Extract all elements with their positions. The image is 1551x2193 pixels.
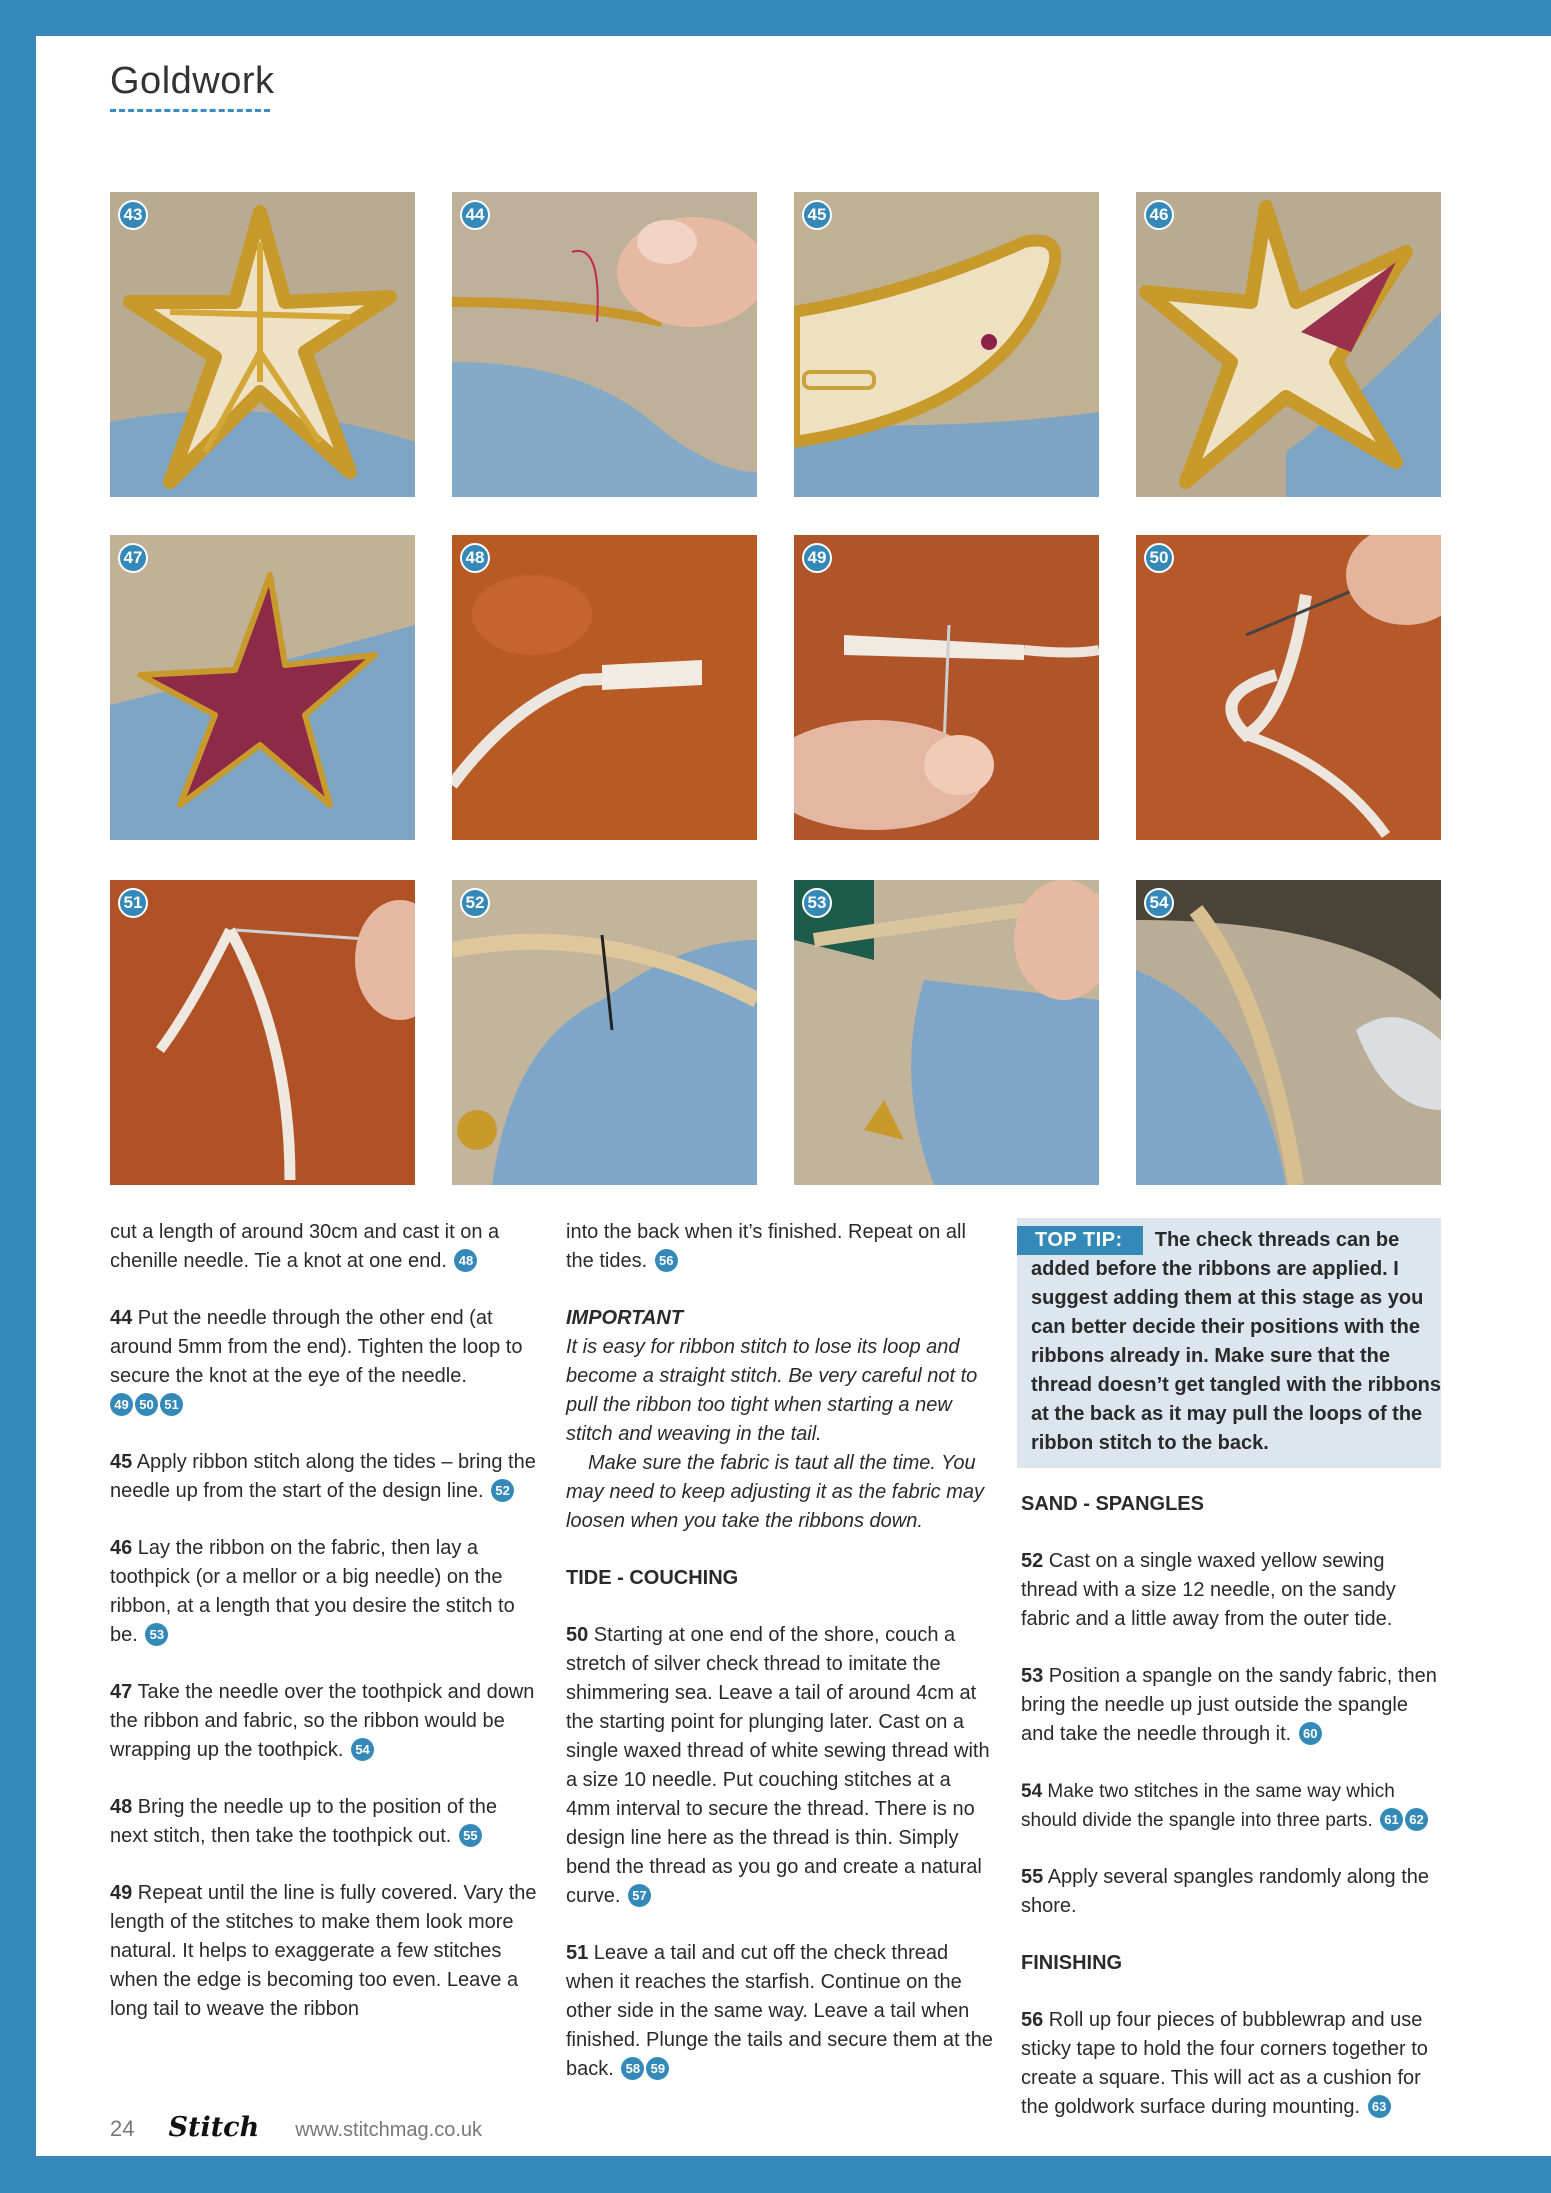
top-tip-label: TOP TIP: xyxy=(1017,1226,1143,1255)
step-number-badge: 48 xyxy=(460,543,490,573)
page-footer xyxy=(110,2112,482,2143)
important-heading: IMPORTANT xyxy=(566,1307,684,1329)
step-photo-50 xyxy=(1136,535,1441,840)
step-49: 49 Repeat until the line is fully covered. Vary the length of the stitches to make them look more natural. It helps to exaggerate a few stitches when the edge is becoming too even. Leave a long tail to weave the ribbon xyxy=(110,1882,537,2020)
tide-heading: TIDE - COUCHING xyxy=(566,1567,739,1589)
starfish-photo-43 xyxy=(110,192,415,497)
step-photo-51 xyxy=(110,880,415,1185)
step-number-badge: 52 xyxy=(460,888,490,918)
step-reference-badge: 59 xyxy=(646,2057,669,2080)
step-number-badge: 43 xyxy=(118,200,148,230)
sand-heading: SAND - SPANGLES xyxy=(1021,1493,1204,1515)
needle-tide-photo-52 xyxy=(452,880,757,1185)
step-reference-badge: 51 xyxy=(160,1393,183,1416)
step-46: 46 Lay the ribbon on the fabric, then lay a toothpick (or a mellor or a big needle) on the ribbon, at a length that you desire the stitch to be. 53 xyxy=(110,1537,515,1646)
step-number-badge: 53 xyxy=(802,888,832,918)
step-55: 55 Apply several spangles randomly along the shore. xyxy=(1021,1866,1430,1917)
step-number-badge: 45 xyxy=(802,200,832,230)
magazine-logo: Stitch xyxy=(168,2112,260,2143)
ribbon-knot-photo-48 xyxy=(452,535,757,840)
step-photo-47 xyxy=(110,535,415,840)
step-photo-44 xyxy=(452,192,757,497)
step-48: 48 Bring the needle up to the position of the next stitch, then take the toothpick out. 55 xyxy=(110,1796,497,1847)
ribbon-hoop-photo-53 xyxy=(794,880,1099,1185)
ribbon-loop-photo-50 xyxy=(1136,535,1441,840)
step-number-badge: 44 xyxy=(460,200,490,230)
step-reference-badge: 54 xyxy=(351,1738,374,1761)
text-column-3 xyxy=(1021,1218,1441,2122)
finishing-heading: FINISHING xyxy=(1021,1952,1123,1974)
step-photo-45 xyxy=(794,192,1099,497)
hoop-edge-photo-54 xyxy=(1136,880,1441,1185)
ribbon-needle-photo-49 xyxy=(794,535,1099,840)
step-photo-49 xyxy=(794,535,1099,840)
step-photo-grid xyxy=(110,192,1440,1220)
starfish-arm-photo-45 xyxy=(794,192,1099,497)
step-reference-badge: 62 xyxy=(1405,1808,1428,1831)
step-reference-badge: 58 xyxy=(621,2057,644,2080)
step-50: 50 Starting at one end of the shore, couch a stretch of silver check thread to imitate the shimmering sea. Leave a tail of around 4cm at the starting point for plunging later. Cast on a single waxed thread of white sewing thread with a size 10 needle. Put couching stitches at a 4mm interval to secure the thread. There is no design line here as the thread is thin. Simply bend the thread as you go and create a natural curve. 57 xyxy=(566,1624,990,1907)
magazine-page xyxy=(36,36,1551,2156)
section-title: Goldwork xyxy=(110,60,275,102)
step-reference-badge: 50 xyxy=(135,1393,158,1416)
step-photo-43 xyxy=(110,192,415,497)
paragraph: into the back when it’s finished. Repeat on all the tides. 56 xyxy=(566,1221,966,1272)
top-tip-box: TOP TIP: The check threads can be added before the ribbons are applied. I suggest adding them at this stage as you can better decide their positions with the ribbons already in. Make sure that the thread doesn’t get tangled with the ribbons at the back as it may pull the loops of the ribbon stitch to the back. xyxy=(1017,1218,1441,1468)
step-reference-badge: 53 xyxy=(145,1623,168,1646)
step-number-badge: 54 xyxy=(1144,888,1174,918)
step-45: 45 Apply ribbon stitch along the tides – bring the needle up from the start of the design line. 52 xyxy=(110,1451,536,1502)
starfish-beads-photo-46 xyxy=(1136,192,1441,497)
step-52: 52 Cast on a single waxed yellow sewing thread with a size 12 needle, on the sandy fabric and a little away from the outer tide. xyxy=(1021,1550,1396,1630)
step-number-badge: 51 xyxy=(118,888,148,918)
text-column-1 xyxy=(110,1218,540,2024)
step-photo-54 xyxy=(1136,880,1441,1185)
step-reference-badge: 49 xyxy=(110,1393,133,1416)
step-47: 47 Take the needle over the toothpick and down the ribbon and fabric, so the ribbon would be wrapping up the toothpick. 54 xyxy=(110,1681,535,1761)
step-54: 54 Make two stitches in the same way which should divide the spangle into three parts. 61 62 xyxy=(1021,1777,1441,1835)
step-reference-badge: 56 xyxy=(655,1249,678,1272)
step-number-badge: 49 xyxy=(802,543,832,573)
step-53: 53 Position a spangle on the sandy fabric, then bring the needle up just outside the spangle and take the needle through it. 60 xyxy=(1021,1665,1437,1745)
step-number-badge: 50 xyxy=(1144,543,1174,573)
step-51: 51 Leave a tail and cut off the check thread when it reaches the starfish. Continue on the other side in the same way. Leave a tail when finished. Plunge the tails and secure them at the back. 58 59 xyxy=(566,1942,993,2080)
page-number: 24 xyxy=(110,2116,135,2141)
step-56: 56 Roll up four pieces of bubblewrap and use sticky tape to hold the four corners together to create a square. This will act as a cushion for the goldwork surface during mounting. 63 xyxy=(1021,2009,1428,2118)
step-reference-badge: 57 xyxy=(628,1884,651,1907)
step-reference-badge: 60 xyxy=(1299,1722,1322,1745)
step-reference-badge: 48 xyxy=(454,1249,477,1272)
text-column-2 xyxy=(566,1218,996,2084)
step-reference-badge: 55 xyxy=(459,1824,482,1847)
step-photo-48 xyxy=(452,535,757,840)
step-44: 44 Put the needle through the other end (at around 5mm from the end). Tighten the loop to secure the knot at the eye of the needle. 49 50 51 xyxy=(110,1304,540,1420)
step-reference-badge: 52 xyxy=(491,1479,514,1502)
step-photo-46 xyxy=(1136,192,1441,497)
purple-starfish-photo-47 xyxy=(110,535,415,840)
needle-photo-44 xyxy=(452,192,757,497)
step-number-badge: 46 xyxy=(1144,200,1174,230)
ribbon-stitch-photo-51 xyxy=(110,880,415,1185)
step-photo-52 xyxy=(452,880,757,1185)
step-photo-53 xyxy=(794,880,1099,1185)
important-box: IMPORTANT It is easy for ribbon stitch to lose its loop and become a straight stitch. Be very careful not to pull the ribbon too tight when starting a new stitch and weaving in the tail. Make sure the fabric is taut all the time. You may need to keep adjusting it as the fabric may loosen when you take the ribbons down. xyxy=(566,1307,985,1532)
step-reference-badge: 61 xyxy=(1380,1808,1403,1831)
paragraph: cut a length of around 30cm and cast it on a chenille needle. Tie a knot at one end. 48 xyxy=(110,1221,500,1272)
title-divider xyxy=(110,109,270,112)
website-link[interactable]: www.stitchmag.co.uk xyxy=(295,2119,482,2141)
step-reference-badge: 63 xyxy=(1368,2095,1391,2118)
step-number-badge: 47 xyxy=(118,543,148,573)
